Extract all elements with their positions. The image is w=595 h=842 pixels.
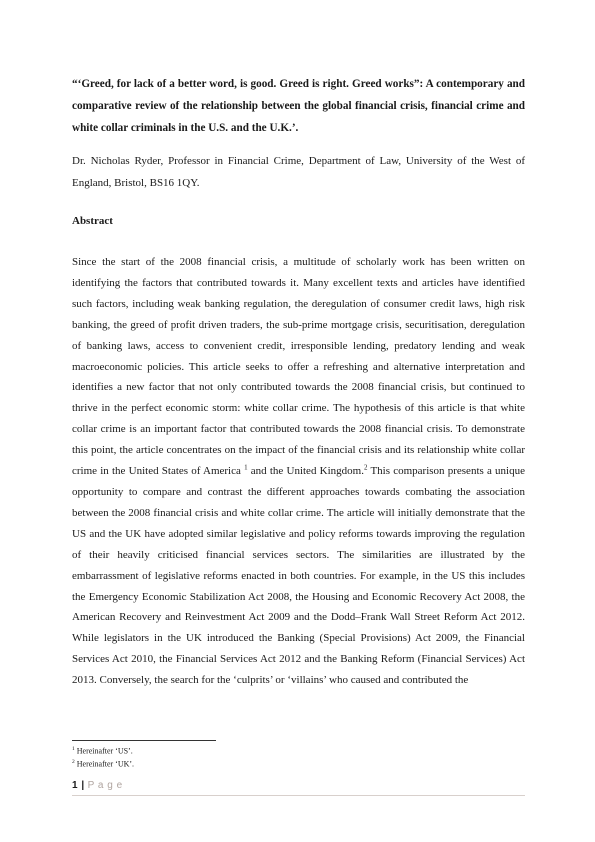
footnote-number: 2	[72, 758, 75, 765]
footer-separator: |	[78, 780, 85, 791]
footer-divider	[72, 795, 525, 796]
footnote-item	[72, 757, 134, 770]
abstract-body	[72, 252, 525, 691]
footnote-text: Hereinafter ‘UK’.	[74, 759, 135, 769]
abstract-text-part-2: and the United Kingdom.	[247, 465, 364, 478]
footnote-text: Hereinafter ‘US’.	[74, 746, 133, 756]
article-title: “‘Greed, for lack of a better word, is good. Greed is right. Greed works”: A contemporary and comparative review of the relationship between the global financial crisis, financial crime and white collar criminals in the U.S. and the U.K.’.	[72, 78, 525, 134]
footnote-ref-2: 2	[363, 463, 368, 472]
author-affiliation: Dr. Nicholas Ryder, Professor in Financial Crime, Department of Law, University of the West of England, Bristol, BS16 1QY.	[72, 155, 525, 189]
footnote-item	[72, 744, 134, 757]
abstract-text-part-1: Since the start of the 2008 financial crisis, a multitude of scholarly work has been written on identifying the factors that contributed towards it. Many excellent texts and articles have identified such factors, including weak banking regulation, the deregulation of consumer credit laws, high risk banking, the greed of profit driven traders, the sub-prime mortgage crisis, securitisation, deregulation of banking laws, access to convenient credit, irresponsible lending, predatory lending and weak macroeconomic policies. This article seeks to offer a refreshing and alternative interpretation and identifies a new factor that not only contributed towards the 2008 financial crisis, but continued to thrive in the perfect economic storm: white collar crime. The hypothesis of this article is that white collar crime is an important factor that contributed towards the 2008 financial crisis. To demonstrate this point, the article concentrates on the impact of the financial crisis and its relationship white collar crime in the United States of America	[72, 256, 525, 478]
footnotes	[72, 744, 134, 769]
page-number: 1	[72, 780, 79, 791]
footnote-ref-1: 1	[244, 463, 248, 472]
page-label: P a g e	[87, 780, 123, 791]
footnote-divider	[72, 740, 216, 741]
abstract-heading: Abstract	[72, 215, 113, 227]
footnote-number: 1	[72, 746, 75, 752]
abstract-text-part-3: This comparison presents a unique opportunity to compare and contrast the different approaches towards combating the association between the 2008 financial crisis and white collar crime. The article will initially demonstrate that the US and the UK have adopted similar legislative and policy reforms towards improving the regulation of their heavily criticised financial services sectors. The similarities are illustrated by the embarrassment of legislative reforms enacted in both countries. For example, in the US this includes the Emergency Economic Stabilization Act 2008, the Housing and Economic Recovery Act 2008, the American Recovery and Reinvestment Act 2009 and the Dodd–Frank Wall Street Reform Act 2012. While legislators in the UK introduced the Banking (Special Provisions) Act 2009, the Financial Services Act 2010, the Financial Services Act 2012 and the Banking Reform (Financial Services) Act 2013. Conversely, the search for the ‘culprits’ or ‘villains’ who caused and contributed the	[72, 465, 525, 687]
page-footer	[72, 780, 123, 791]
